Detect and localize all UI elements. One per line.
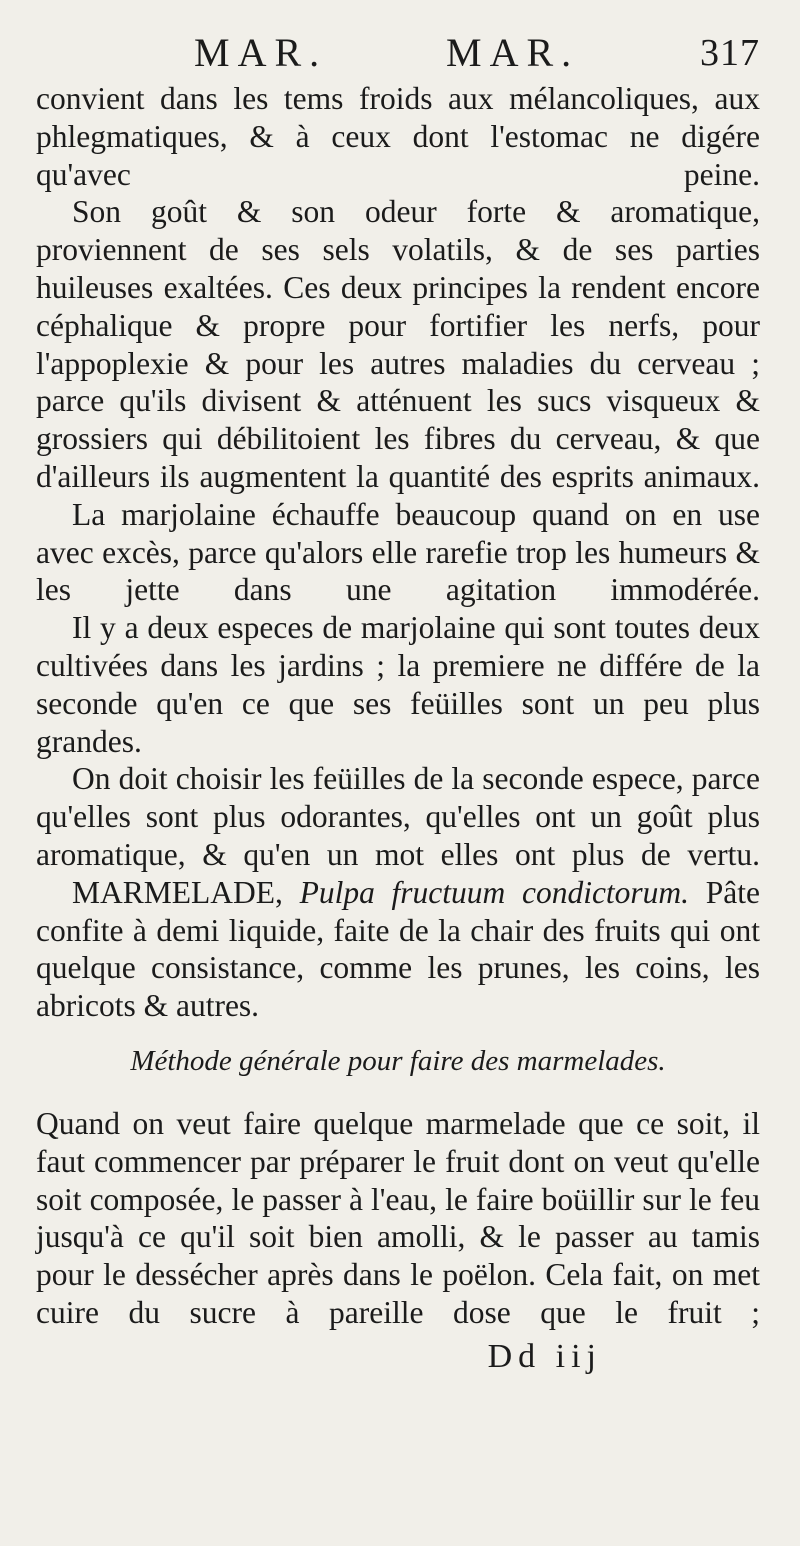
page-number: 317 [700, 32, 760, 74]
paragraph-5: On doit choisir les feüilles de la seconde espece, parce qu'elles sont plus odorantes, qu'elles ont un goût plus aromatique, & qu'en un mot elles ont plus de vertu. [36, 761, 760, 872]
header-right: MAR. [446, 30, 580, 75]
entry-headword: MARMELADE, [72, 874, 283, 910]
body-text-continued [36, 1105, 760, 1332]
entry-latin-name: Pulpa fructuum condictorum. [299, 874, 690, 910]
paragraph-2: Son goût & son odeur forte & aromatique, proviennent de ses sels volatils, & de ses parties huileuses exaltées. Ces deux principes la rendent encore céphalique & propre pour fortifier les nerfs, pour l'appoplexie & pour les autres maladies du cerveau ; parce qu'ils divisent & atténuent les sucs visqueux & grossiers qui débilitoient les fibres du cerveau, & que d'ailleurs ils augmentent la quantité des esprits animaux. [36, 194, 760, 494]
signature-mark: Dd iij [487, 1337, 602, 1375]
paragraph-4: Il y a deux especes de marjolaine qui sont toutes deux cultivées dans les jardins ; la premiere ne différe de la seconde qu'en ce que ses feüilles sont un peu plus grandes. [36, 610, 760, 759]
running-header [36, 26, 760, 80]
paragraph-method: Quand on veut faire quelque marmelade que ce soit, il faut commencer par préparer le fruit dont on veut qu'elle soit composée, le passer à l'eau, le faire boüillir sur le feu jusqu'à ce qu'il soit bien amolli, & le passer au tamis pour le dessécher après dans le poëlon. Cela fait, on met cuire du sucre à pareille dose que le fruit ; [36, 1105, 760, 1330]
body-text [36, 80, 760, 1025]
dictionary-entry [36, 874, 760, 1025]
section-title: Méthode générale pour faire des marmelades. [130, 1044, 666, 1077]
paragraph-3: La marjolaine échauffe beaucoup quand on en use avec excès, parce qu'alors elle rarefie trop les humeurs & les jette dans une agitation immodérée. [36, 496, 760, 608]
paragraph-1: convient dans les tems froids aux mélancoliques, aux phlegmatiques, & à ceux dont l'estomac ne digére qu'avec peine. [36, 81, 760, 192]
entry-definition: Pâte confite à demi liquide, faite de la chair des fruits qui ont quelque consistance, comme les prunes, les coins, les abricots & autres. [36, 874, 760, 1024]
header-left: MAR. [194, 30, 328, 75]
